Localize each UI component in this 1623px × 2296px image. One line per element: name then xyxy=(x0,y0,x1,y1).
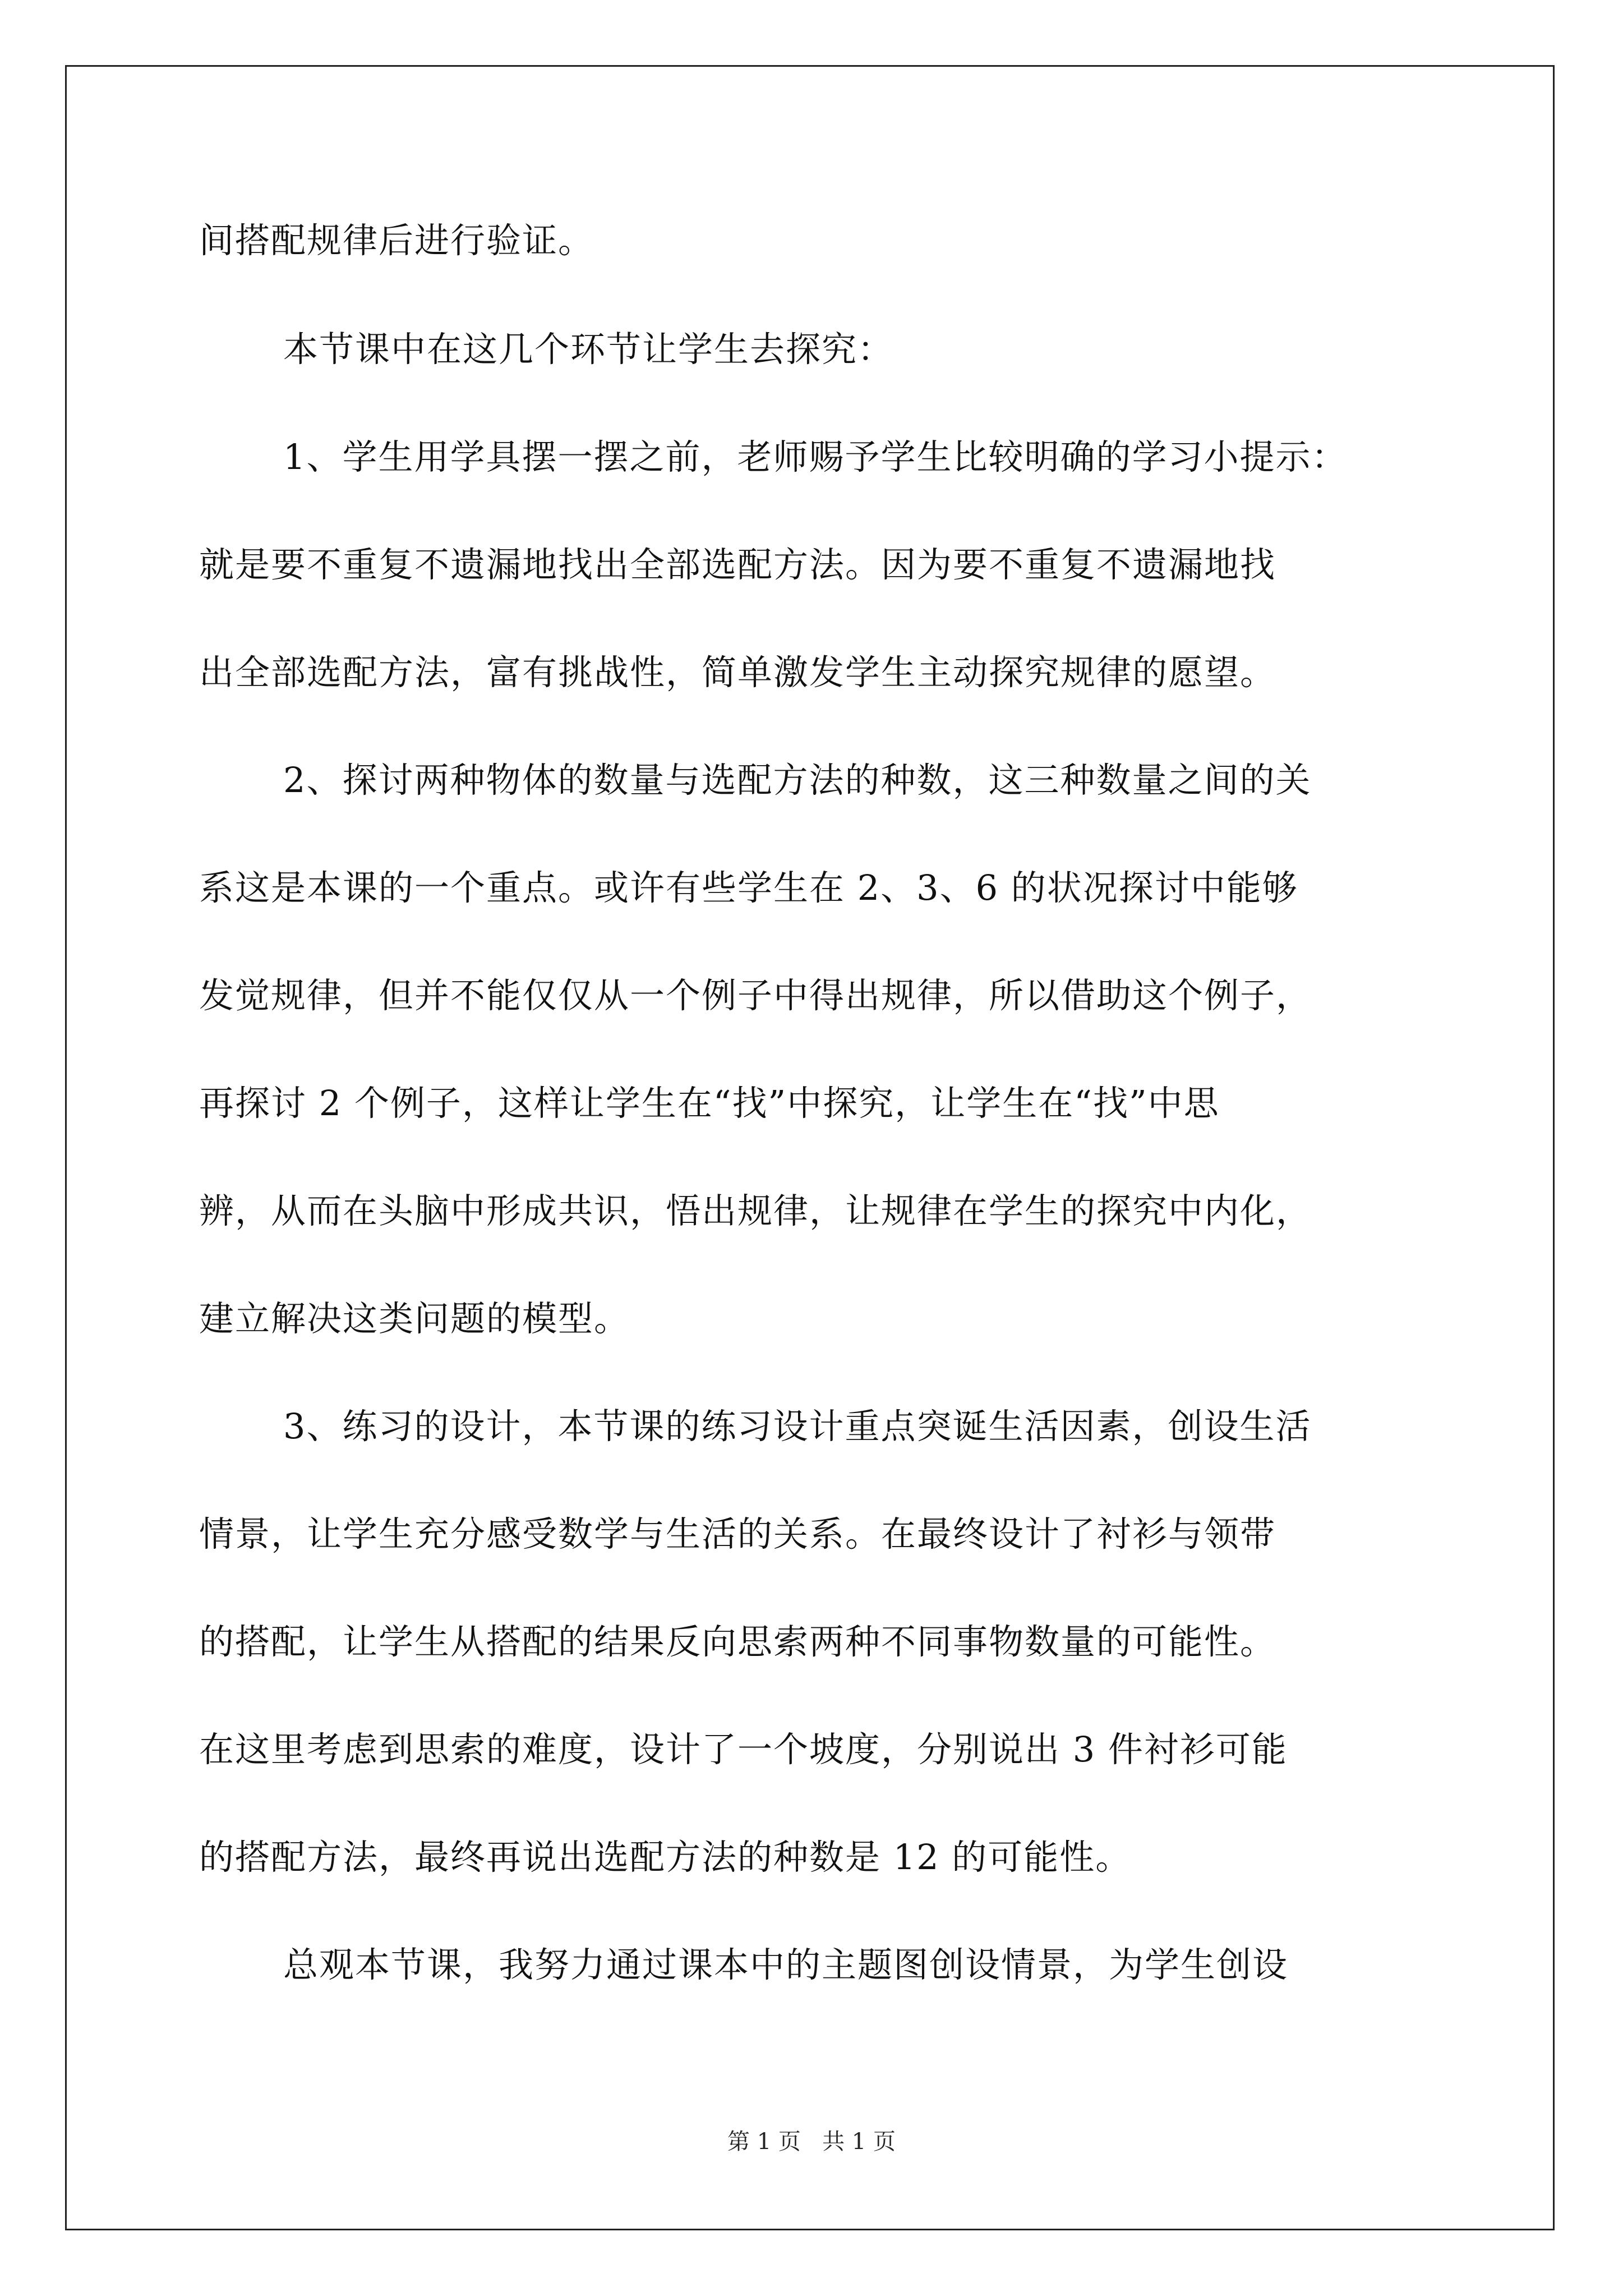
text-line: 就是要不重复不遗漏地找出全部选配方法。因为要不重复不遗漏地找 xyxy=(199,544,1276,585)
text-line: 1、学生用学具摆一摆之前，老师赐予学生比较明确的学习小提示： xyxy=(283,436,1348,477)
text-line: 出全部选配方法，富有挑战性，简单激发学生主动探究规律的愿望。 xyxy=(199,652,1276,693)
text-line: 2、探讨两种物体的数量与选配方法的种数，这三种数量之间的关 xyxy=(283,760,1312,800)
text-line: 本节课中在这几个环节让学生去探究： xyxy=(283,329,894,370)
page-footer: 第 1 页 共 1 页 xyxy=(727,2129,896,2155)
page-border xyxy=(65,65,1555,2230)
text-line: 在这里考虑到思索的难度，设计了一个坡度，分别说出 3 件衬衫可能 xyxy=(199,1729,1288,1770)
text-line: 的搭配方法，最终再说出选配方法的种数是 12 的可能性。 xyxy=(199,1837,1132,1878)
text-line: 系这是本课的一个重点。或许有些学生在 2、3、6 的状况探讨中能够 xyxy=(199,867,1298,908)
text-line: 发觉规律，但并不能仅仅从一个例子中得出规律，所以借助这个例子， xyxy=(199,975,1312,1016)
text-line: 总观本节课，我努力通过课本中的主题图创设情景，为学生创设 xyxy=(283,1944,1289,1985)
text-line: 3、练习的设计，本节课的练习设计重点突诞生活因素，创设生活 xyxy=(283,1406,1312,1447)
text-line: 的搭配，让学生从搭配的结果反向思索两种不同事物数量的可能性。 xyxy=(199,1621,1276,1662)
text-line: 情景，让学生充分感受数学与生活的关系。在最终设计了衬衫与领带 xyxy=(199,1513,1276,1554)
text-line: 间搭配规律后进行验证。 xyxy=(199,220,594,261)
text-line: 建立解决这类问题的模型。 xyxy=(199,1298,630,1339)
text-line: 辨，从而在头脑中形成共识，悟出规律，让规律在学生的探究中内化， xyxy=(199,1190,1312,1231)
text-line: 再探讨 2 个例子，这样让学生在“找”中探究，让学生在“找”中思 xyxy=(199,1083,1220,1124)
